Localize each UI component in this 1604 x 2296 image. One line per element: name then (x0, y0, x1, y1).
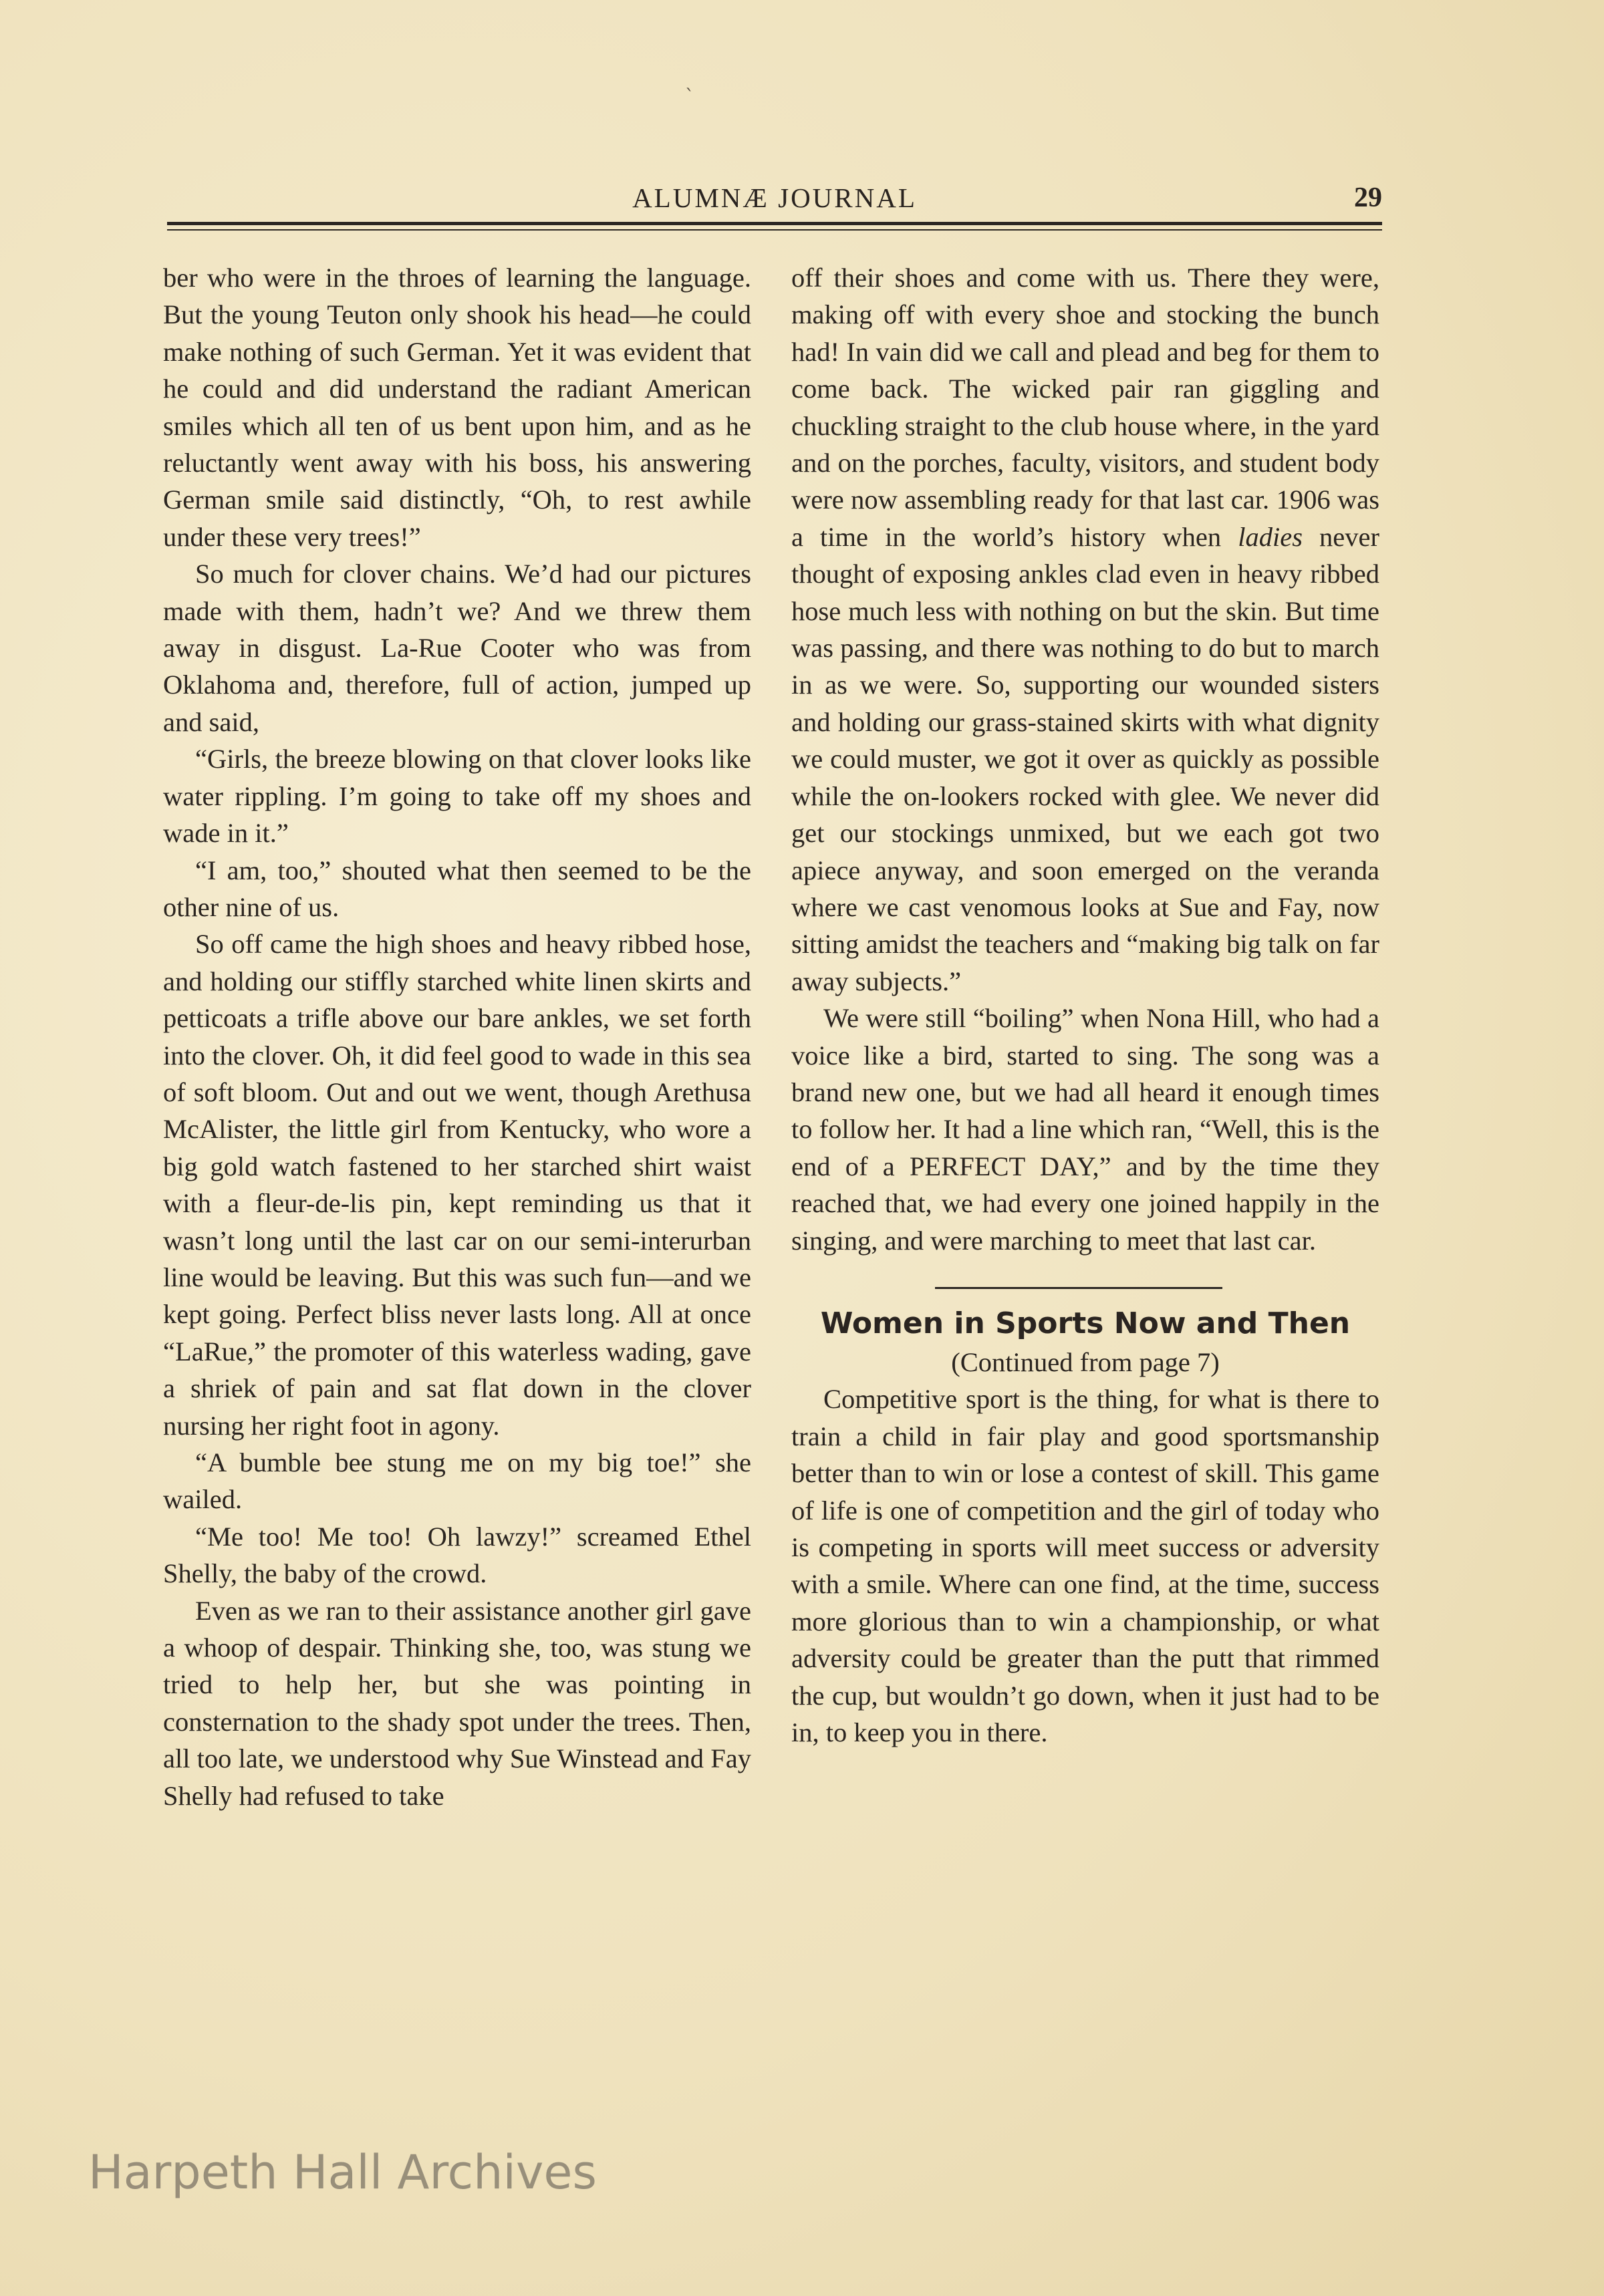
italic-word: ladies (1238, 521, 1303, 552)
section-title: Women in Sports Now and Then (820, 1306, 1351, 1340)
paragraph: “I am, too,” shouted what then seemed to be the other nine of us. (163, 855, 751, 922)
paragraph: Even as we ran to their assistance another girl gave a whoop of despair. Thinking she, too, was stung we tried to help her, but she was pointing in consternation to the shady spot under the trees. Then, all too late, we understood why Sue Winstead and Fay Shelly had refused to take (163, 1595, 751, 1811)
page-header (167, 175, 1382, 215)
paragraph: Competitive sport is the thing, for what is there to train a child in fair play and good sportsmanship better than to win or lose a contest of skill. This game of life is one of competition and the girl of today who is competing in sports will meet success or adversity with a smile. Where can one find, at the time, success more glorious than to win a championship, or what adversity could be greater than the putt that rimmed the cup, but wouldn’t go down, when it just had to be in, to keep you in there. (791, 1384, 1379, 1748)
paragraph: So off came the high shoes and heavy ribbed hose, and holding our stiffly starched white linen skirts and petticoats a trifle above our bare ankles, we set forth into the clover. Oh, it did feel good to wade in this sea of soft bloom. Out and out we went, though Arethusa McAlister, the little girl from Kentucky, who wore a big gold watch fastened to her starched shirt waist with a fleur-de-lis pin, kept reminding us that it wasn’t long until the last car on our semi-interurban line would be leaving. But this was such fun—and we kept going. Perfect bliss never lasts long. All at once “LaRue,” the promoter of this waterless wading, gave a shriek of pain and sat flat down in the clover nursing her right foot in agony. (163, 929, 751, 1441)
stray-ink-mark: ˋ (685, 86, 694, 108)
paragraph: “Girls, the breeze blowing on that clover looks like water rippling. I’m going to take off my shoes and wade in it.” (163, 744, 751, 849)
paragraph: So much for clover chains. We’d had our pictures made with them, hadn’t we? And we threw them away in disgust. La-Rue Cooter who was from Oklahoma and, therefore, full of action, jumped up and said, (163, 559, 751, 737)
right-column (791, 259, 1379, 1751)
paragraph: ber who were in the throes of learning the language. But the young Teuton only shook his head—he could make nothing of such German. Yet it was evident that he could and did understand the radiant American smiles which all ten of us bent upon him, and as he reluctantly went away with his boss, his answering German smile said distinctly, “Oh, to rest awhile under these very trees!” (163, 263, 751, 552)
paragraph: “Me too! Me too! Oh lawzy!” screamed Ethel Shelly, the baby of the crowd. (163, 1521, 751, 1589)
page-number: 29 (1354, 182, 1382, 213)
paragraph: We were still “boiling” when Nona Hill, who had a voice like a bird, started to sing. The song was a brand new one, but we had all heard it enough times to follow her. It had a line which ran, “Well, this is the end of a PERFECT DAY,” and by the time they reached that, we had every one joined happily in the singing, and were marching to meet that last car. (791, 1003, 1379, 1256)
left-column (163, 259, 751, 1814)
header-rule-thin (167, 229, 1382, 231)
section-continuation-note: (Continued from page 7) (951, 1346, 1220, 1377)
paragraph (791, 259, 1379, 1000)
paragraph-text: never thought of exposing ankles clad even in heavy ribbed hose much less with nothing on but the skin. But time was passing, and there was nothing to do but to march in as we were. So, supporting our wounded sisters and holding our grass-stained skirts with what dignity we could muster, we got it over as quickly as possible while the on-lookers rocked with glee. We never did get our stockings unmixed, but we each got two apiece anyway, and soon emerged on the veranda where we cast venomous looks at Sue and Fay, now sitting amidst the teachers and “making big talk on far away subjects.” (791, 521, 1379, 996)
paragraph-text: off their shoes and come with us. There they were, making off with every shoe and stocking the bunch had! In vain did we call and plead and beg for them to come back. The wicked pair ran giggling and chuckling straight to the club house where, in the yard and on the porches, faculty, visitors, and student body were now assembling ready for that last car. 1906 was a time in the world’s history when (791, 263, 1379, 552)
archives-watermark: Harpeth Hall Archives (88, 2145, 597, 2200)
paragraph: “A bumble bee stung me on my big toe!” she wailed. (163, 1447, 751, 1515)
section-divider (935, 1287, 1222, 1289)
journal-title: ALUMNÆ JOURNAL (632, 182, 917, 213)
header-rule-thick (167, 222, 1382, 225)
